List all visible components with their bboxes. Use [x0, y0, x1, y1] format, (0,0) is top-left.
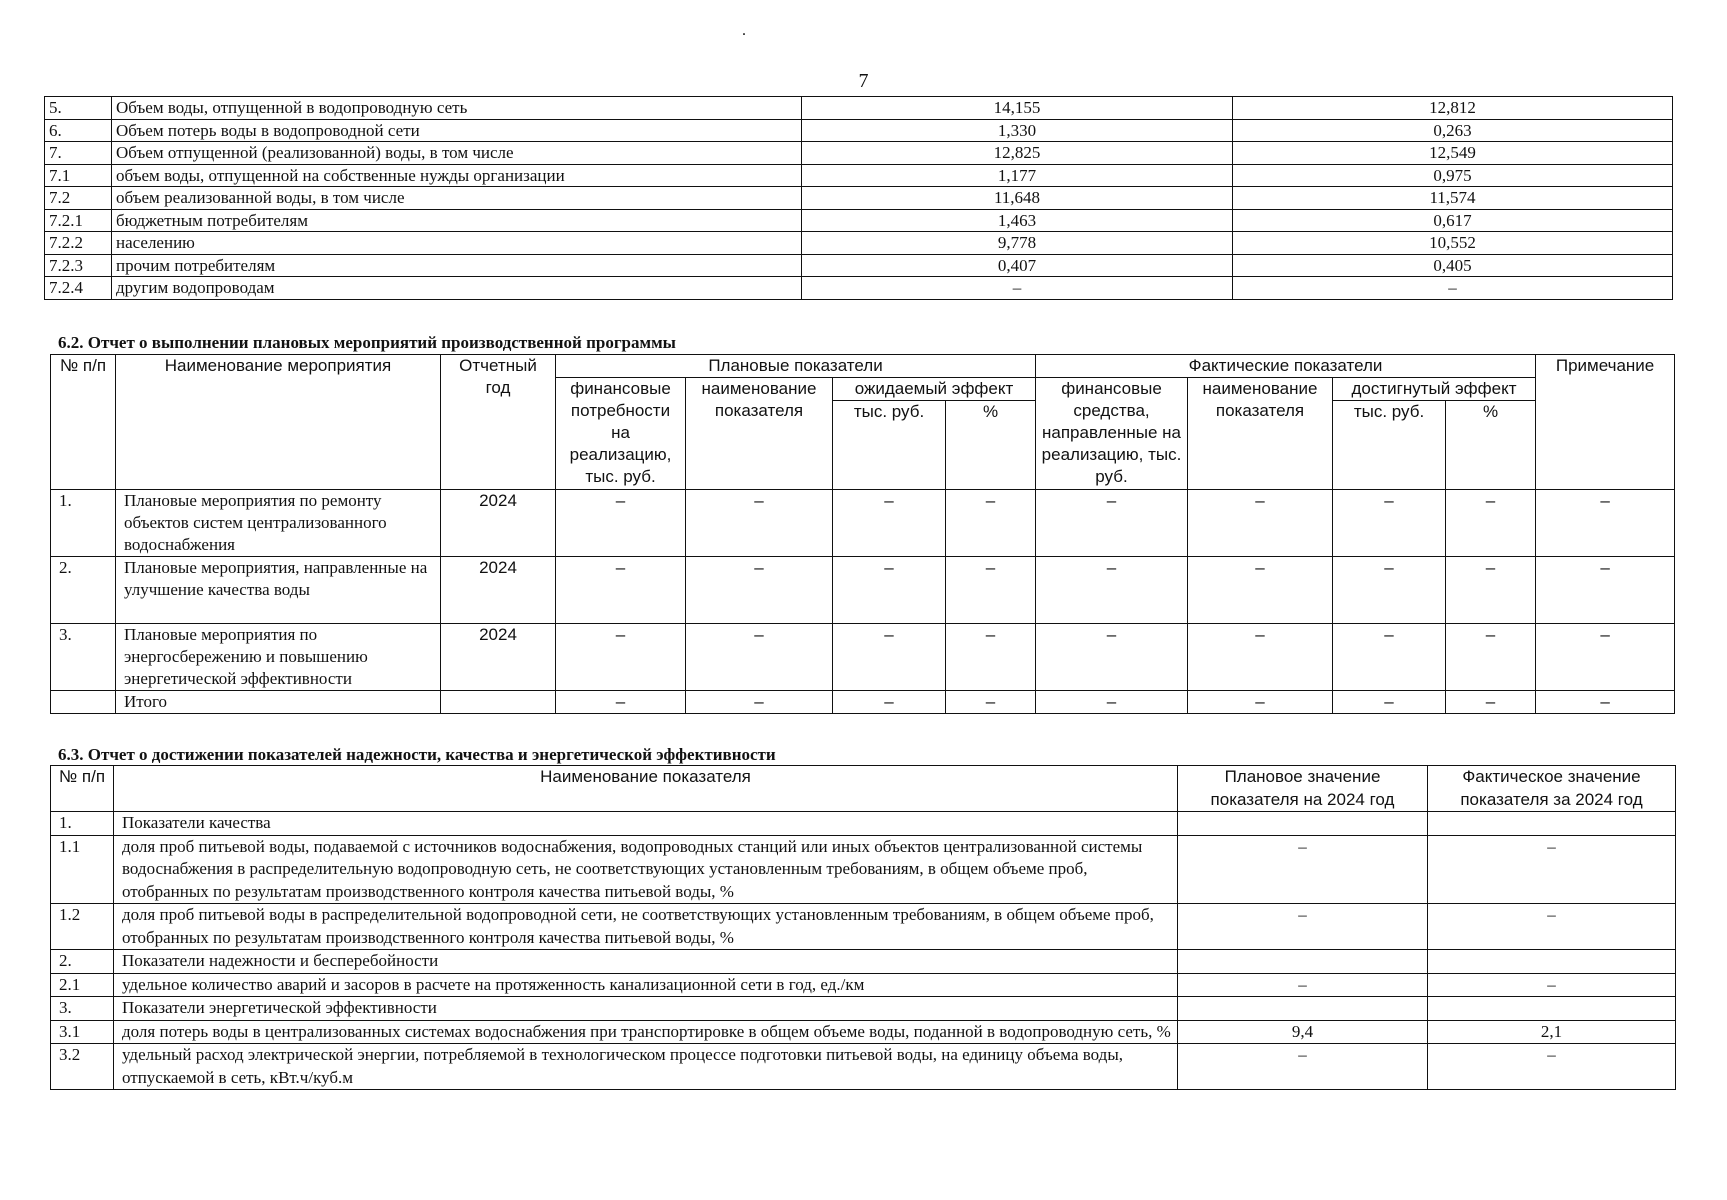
row-fact: 12,549	[1233, 142, 1673, 165]
col-fact-effect-pct: %	[1446, 401, 1536, 490]
row-fact-fin: –	[1036, 490, 1188, 557]
row-fact-value	[1428, 997, 1676, 1021]
row-fact: 0,405	[1233, 254, 1673, 277]
row-indicator-name: удельный расход электрической энергии, потребляемой в технологическом процессе подготовки питьевой воды, на единицу объема воды, отпускаемой в сеть, кВт.ч/куб.м	[114, 1044, 1178, 1090]
table-row	[45, 97, 1673, 120]
row-fact-effect-pct: –	[1446, 624, 1536, 691]
row-num: 2.	[51, 950, 114, 974]
row-name: прочим потребителям	[112, 254, 802, 277]
row-plan-indicator: –	[686, 557, 833, 624]
row-fact-value: –	[1428, 1044, 1676, 1090]
row-note: –	[1536, 557, 1675, 624]
col-plan-group: Плановые показатели	[556, 355, 1036, 378]
col-plan-effect: ожидаемый эффект	[833, 378, 1036, 401]
row-fact-indicator: –	[1188, 624, 1333, 691]
table-row	[51, 973, 1676, 997]
row-plan-indicator: –	[686, 691, 833, 714]
table-row	[51, 624, 1675, 691]
row-plan: 1,463	[802, 209, 1233, 232]
row-num: 5.	[45, 97, 112, 120]
row-plan-value: –	[1178, 835, 1428, 904]
col-fact-effect-rub: тыс. руб.	[1333, 401, 1446, 490]
table-row	[51, 950, 1676, 974]
row-fact-effect-rub: –	[1333, 624, 1446, 691]
row-name: Объем воды, отпущенной в водопроводную сеть	[112, 97, 802, 120]
row-num: 3.	[51, 997, 114, 1021]
col-note: Примечание	[1536, 355, 1675, 490]
col-num: № п/п	[51, 766, 114, 812]
row-fact: 12,812	[1233, 97, 1673, 120]
row-note: –	[1536, 490, 1675, 557]
row-num: 7.2	[45, 187, 112, 210]
col-num: № п/п	[51, 355, 116, 490]
table-row	[45, 232, 1673, 255]
row-plan-indicator: –	[686, 624, 833, 691]
row-num: 7.2.2	[45, 232, 112, 255]
row-plan-effect-pct: –	[946, 490, 1036, 557]
row-fact-effect-pct: –	[1446, 490, 1536, 557]
row-num: 7.2.1	[45, 209, 112, 232]
col-plan-fin: финансовые потребности на реализацию, тыс. руб.	[556, 378, 686, 490]
table-row	[45, 254, 1673, 277]
table-row	[51, 1020, 1676, 1044]
row-plan-effect-pct: –	[946, 691, 1036, 714]
table-row	[51, 997, 1676, 1021]
section-6-3-title: 6.3. Отчет о достижении показателей надежности, качества и энергетической эффективности	[58, 745, 776, 764]
row-fact-fin: –	[1036, 624, 1188, 691]
row-plan-value	[1178, 812, 1428, 836]
row-num: 6.	[45, 119, 112, 142]
row-fact-value: –	[1428, 835, 1676, 904]
row-name: Объем отпущенной (реализованной) воды, в том числе	[112, 142, 802, 165]
row-fact-value: 2,1	[1428, 1020, 1676, 1044]
row-fact-value	[1428, 812, 1676, 836]
row-plan-value: –	[1178, 904, 1428, 950]
row-plan: 1,330	[802, 119, 1233, 142]
row-year: 2024	[441, 624, 556, 691]
row-plan-effect-rub: –	[833, 624, 946, 691]
row-activity-name: Плановые мероприятия по ремонту объектов систем централизованного водоснабжения	[116, 490, 441, 557]
indicators-table	[50, 765, 1676, 1090]
volume-table	[44, 96, 1673, 300]
row-plan-value	[1178, 950, 1428, 974]
row-fact-effect-rub: –	[1333, 490, 1446, 557]
row-num: 1.2	[51, 904, 114, 950]
col-fact-effect: достигнутый эффект	[1333, 378, 1536, 401]
section-6-2-title: 6.2. Отчет о выполнении плановых мероприятий производственной программы	[58, 333, 676, 352]
row-note: –	[1536, 624, 1675, 691]
col-year: Отчетный год	[441, 355, 556, 490]
row-name: объем реализованной воды, в том числе	[112, 187, 802, 210]
row-fact-effect-rub: –	[1333, 691, 1446, 714]
col-plan-indicator: наименование показателя	[686, 378, 833, 490]
row-num: 3.2	[51, 1044, 114, 1090]
row-indicator-name: доля проб питьевой воды в распределительной водопроводной сети, не соответствующих установленным требованиям, в общем объеме проб, отобранных по результатам производственного контроля качества питьевой воды, %	[114, 904, 1178, 950]
row-plan-value: –	[1178, 973, 1428, 997]
row-name: бюджетным потребителям	[112, 209, 802, 232]
row-name: другим водопроводам	[112, 277, 802, 300]
row-fact-value: –	[1428, 973, 1676, 997]
row-plan-value	[1178, 997, 1428, 1021]
col-fact-fin: финансовые средства, направленные на реализацию, тыс. руб.	[1036, 378, 1188, 490]
col-fact-value: Фактическое значение показателя за 2024 год	[1428, 766, 1676, 812]
activities-table	[50, 354, 1675, 714]
col-fact-group: Фактические показатели	[1036, 355, 1536, 378]
row-plan-value: –	[1178, 1044, 1428, 1090]
row-indicator-name: удельное количество аварий и засоров в расчете на протяженность канализационной сети в год, ед./км	[114, 973, 1178, 997]
row-activity-name: Плановые мероприятия по энергосбережению и повышению энергетической эффективности	[116, 624, 441, 691]
table-row	[51, 490, 1675, 557]
row-fact: 0,975	[1233, 164, 1673, 187]
row-plan: 0,407	[802, 254, 1233, 277]
table-row	[51, 904, 1676, 950]
row-indicator-name: доля потерь воды в централизованных системах водоснабжения при транспортировке в общем объеме воды, поданной в водопроводную сеть, %	[114, 1020, 1178, 1044]
row-plan-fin: –	[556, 624, 686, 691]
row-fact-fin: –	[1036, 691, 1188, 714]
table-row	[45, 209, 1673, 232]
row-indicator-name: Показатели надежности и бесперебойности	[114, 950, 1178, 974]
col-activity-name: Наименование мероприятия	[116, 355, 441, 490]
row-plan-effect-rub: –	[833, 490, 946, 557]
row-num: 7.1	[45, 164, 112, 187]
row-year: 2024	[441, 557, 556, 624]
page-number: 7	[858, 70, 869, 92]
table-row	[45, 142, 1673, 165]
row-plan-effect-pct: –	[946, 557, 1036, 624]
table-row	[45, 277, 1673, 300]
row-fact: 0,617	[1233, 209, 1673, 232]
row-year	[441, 691, 556, 714]
table-row	[51, 557, 1675, 624]
row-plan-fin: –	[556, 490, 686, 557]
table-row	[51, 835, 1676, 904]
table-row	[51, 691, 1675, 714]
row-fact-effect-rub: –	[1333, 557, 1446, 624]
row-num: 3.1	[51, 1020, 114, 1044]
row-plan-effect-rub: –	[833, 557, 946, 624]
row-note: –	[1536, 691, 1675, 714]
row-fact: –	[1233, 277, 1673, 300]
row-plan: 12,825	[802, 142, 1233, 165]
row-name: населению	[112, 232, 802, 255]
row-fact-indicator: –	[1188, 490, 1333, 557]
row-fact-effect-pct: –	[1446, 557, 1536, 624]
row-num: 7.	[45, 142, 112, 165]
row-num: 2.1	[51, 973, 114, 997]
row-num: 2.	[51, 557, 116, 624]
row-num: 1.	[51, 490, 116, 557]
row-plan-effect-rub: –	[833, 691, 946, 714]
row-fact: 11,574	[1233, 187, 1673, 210]
row-num: 7.2.3	[45, 254, 112, 277]
row-plan: 11,648	[802, 187, 1233, 210]
row-fact-indicator: –	[1188, 557, 1333, 624]
col-fact-indicator: наименование показателя	[1188, 378, 1333, 490]
row-num: 1.1	[51, 835, 114, 904]
col-plan-value: Плановое значение показателя на 2024 год	[1178, 766, 1428, 812]
row-plan-value: 9,4	[1178, 1020, 1428, 1044]
row-plan-effect-pct: –	[946, 624, 1036, 691]
row-plan: 1,177	[802, 164, 1233, 187]
row-name: Объем потерь воды в водопроводной сети	[112, 119, 802, 142]
row-plan-fin: –	[556, 691, 686, 714]
row-fact-fin: –	[1036, 557, 1188, 624]
table-row	[45, 119, 1673, 142]
table-row	[51, 1044, 1676, 1090]
row-plan: 14,155	[802, 97, 1233, 120]
row-indicator-name: Показатели качества	[114, 812, 1178, 836]
row-num: 1.	[51, 812, 114, 836]
row-num: 7.2.4	[45, 277, 112, 300]
table-row	[45, 187, 1673, 210]
row-fact: 0,263	[1233, 119, 1673, 142]
row-num	[51, 691, 116, 714]
row-fact-indicator: –	[1188, 691, 1333, 714]
row-fact-value	[1428, 950, 1676, 974]
scan-dot: .	[742, 22, 746, 39]
row-plan-fin: –	[556, 557, 686, 624]
col-indicator-name: Наименование показателя	[114, 766, 1178, 812]
row-num: 3.	[51, 624, 116, 691]
row-year: 2024	[441, 490, 556, 557]
col-plan-effect-pct: %	[946, 401, 1036, 490]
row-plan: –	[802, 277, 1233, 300]
col-plan-effect-rub: тыс. руб.	[833, 401, 946, 490]
table-row	[45, 164, 1673, 187]
row-fact-value: –	[1428, 904, 1676, 950]
row-activity-name: Плановые мероприятия, направленные на улучшение качества воды	[116, 557, 441, 624]
row-plan-indicator: –	[686, 490, 833, 557]
row-name: объем воды, отпущенной на собственные нужды организации	[112, 164, 802, 187]
row-activity-name: Итого	[116, 691, 441, 714]
row-indicator-name: Показатели энергетической эффективности	[114, 997, 1178, 1021]
row-fact: 10,552	[1233, 232, 1673, 255]
row-plan: 9,778	[802, 232, 1233, 255]
table-row	[51, 812, 1676, 836]
row-indicator-name: доля проб питьевой воды, подаваемой с источников водоснабжения, водопроводных станций или иных объектов централизованной системы водоснабжения в распределительную водопроводную сеть, не соответствующих установленным требованиям, в общем объеме проб, отобранных по результатам производственного контроля качества питьевой воды, %	[114, 835, 1178, 904]
row-fact-effect-pct: –	[1446, 691, 1536, 714]
